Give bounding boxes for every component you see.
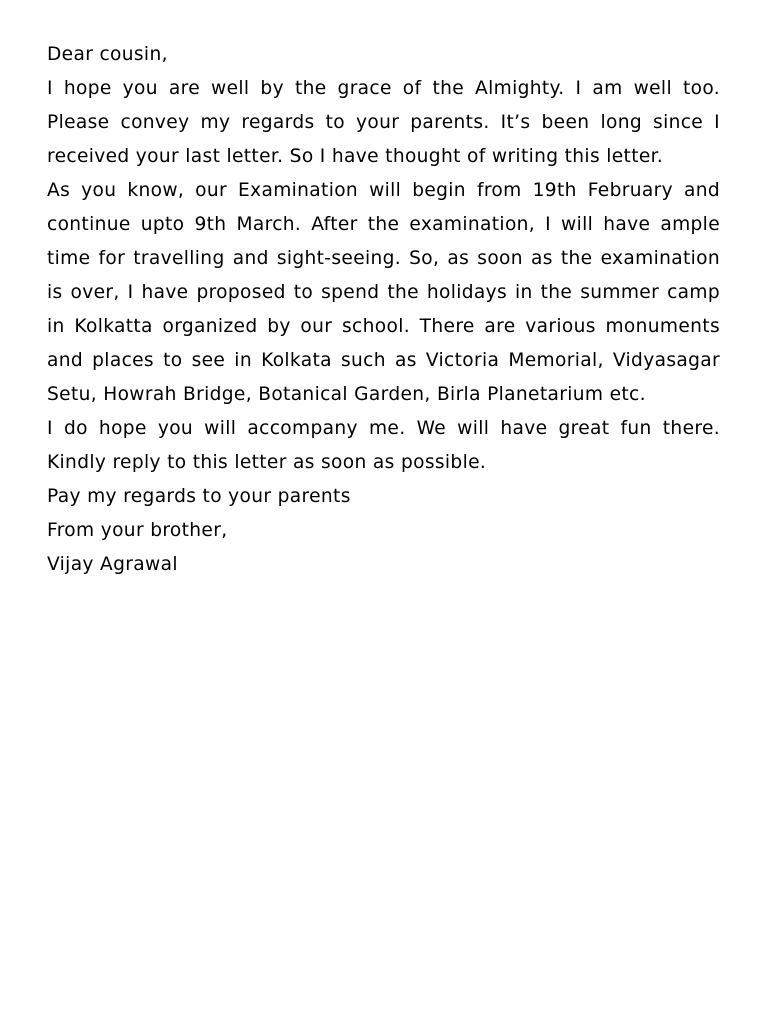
paragraph-holiday-plans: As you know, our Examination will begin from 19th February and continue upto 9th March. After the examination, I will have ample time for travelling and sight-seeing. So, as soon as the examination is over, I have proposed to spend the holidays in the summer camp in Kolkatta organized by our school. There are various monuments and places to see in Kolkata such as Victoria Memorial, Vidyasagar Setu, Howrah Bridge, Botanical Garden, Birla Planetarium etc. (47, 180, 720, 405)
salutation: Dear cousin, (47, 44, 168, 65)
letter-body (47, 38, 720, 582)
paragraph-invitation: I do hope you will accompany me. We will have great fun there. Kindly reply to this letter as soon as possible. (47, 418, 720, 473)
regards-line: Pay my regards to your parents (47, 486, 351, 507)
signature: Vijay Agrawal (47, 554, 178, 575)
paragraph-greeting: I hope you are well by the grace of the Almighty. I am well too. Please convey my regards to your parents. It’s been long since I received your last letter. So I have thought of writing this letter. (47, 78, 720, 167)
closing-line: From your brother, (47, 520, 228, 541)
